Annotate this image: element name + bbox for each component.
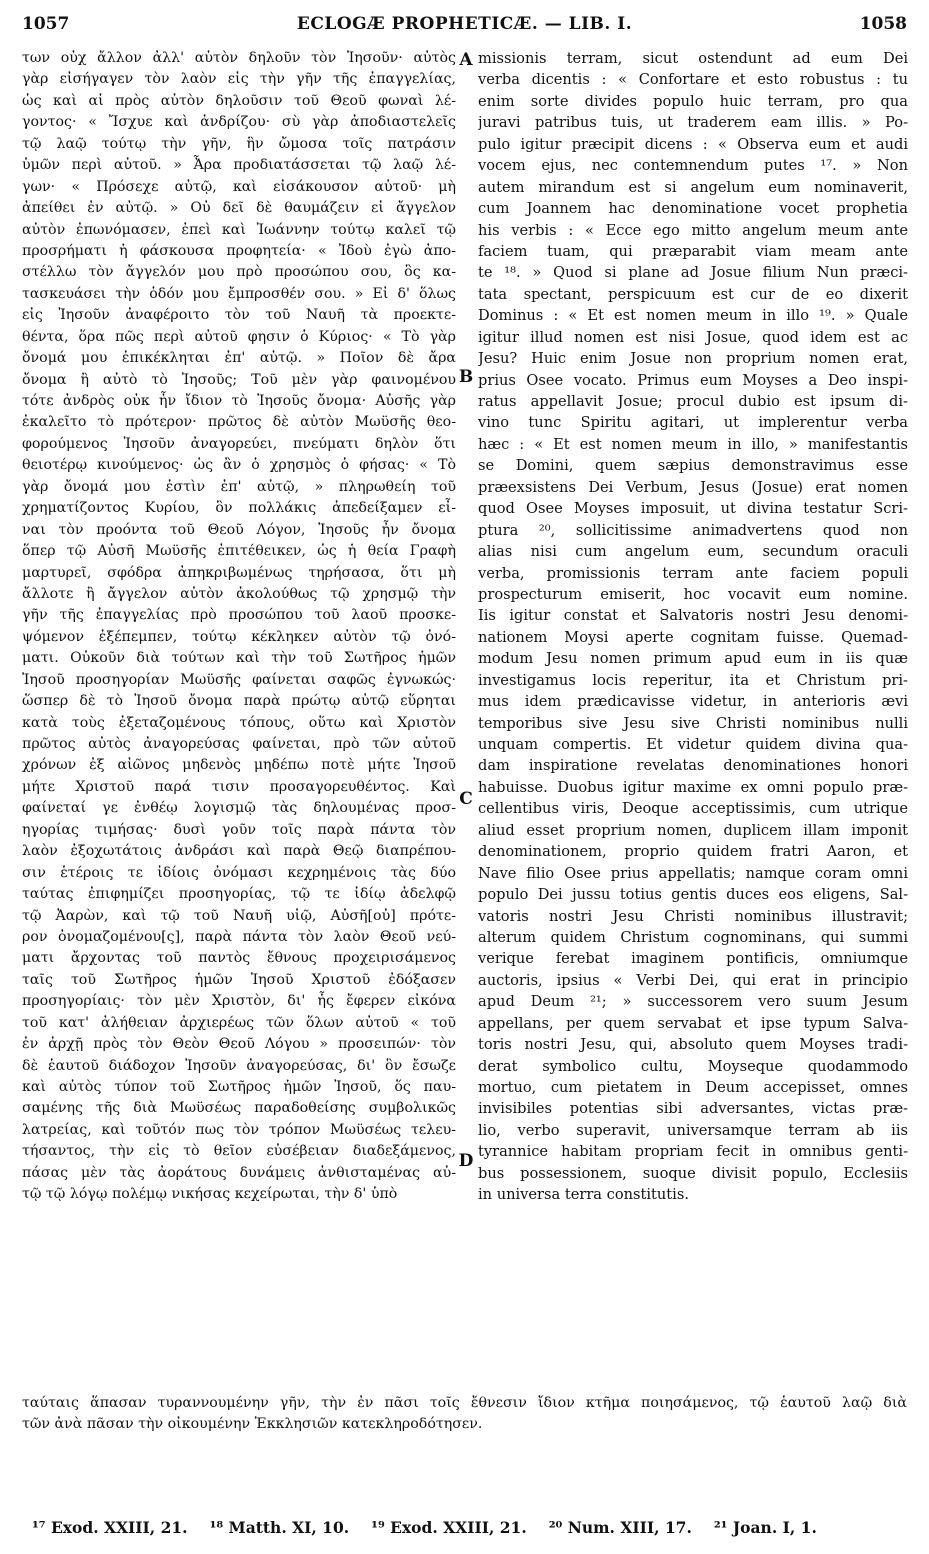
greek-text-line: κατὰ τοὺς ἐξεταζομένους τόπους, οὕτω καὶ Χριστὸν [22,714,456,731]
latin-text-line: apud Deum ²¹; » successorem vero suum Jesum [478,993,908,1011]
greek-text-line: τῷ τῷ λόγῳ πολέμῳ νικήσας κεχείρωται, τὴν δ' ὑπὸ [22,1186,398,1203]
latin-text-line: tyrannice habitam propriam fecit in omnibus genti- [478,1143,908,1161]
latin-text-line: appellans, per quem servabat et ipse typum Salva- [478,1014,908,1032]
greek-text-line: μαρτυρεῖ, σφόδρα ἀπηκριβωμένως τηρήσασα, ὅτι μὴ [22,564,456,581]
greek-text-line: μήτε Χριστοῦ παρά τισιν προσαγορευθέντος. Καὶ [22,778,456,795]
greek-text-line: τῷ Ἀαρὼν, καὶ τῷ τοῦ Ναυῆ υἱῷ, Αὐσῆ[οὐ] πρότε- [22,907,456,924]
latin-text-line: populo Dei jussu totius gentis duces eos eligens, Sal- [478,886,908,904]
greek-text-line: ὄνομα ἢ αὐτὸ τὸ Ἰησοῦς; Τοῦ μὲν γὰρ φαινομένου [22,371,456,388]
latin-text-line: te ¹⁸. » Quod si plane ad Josue filium Nun præci- [478,264,908,282]
latin-text-line: nationem Moysi aperte cognitam fuisse. Quemad- [478,628,908,646]
latin-text-line: ptura ²⁰, sollicitissime animadvertens quod non [478,521,908,539]
greek-text-line: χρόνων ἐξ αἰῶνος μηδενὸς μηδέπω ποτὲ μήτε Ἰησοῦ [22,757,456,774]
greek-text-line: φαίνεταί γε ἐνθέῳ λογισμῷ τὰς δηλουμένας προσ- [22,800,456,817]
greek-text-line: τοῦ κατ' ἀλήθειαν ἀρχιερέως τῶν ὅλων αὐτοῦ « τοῦ [22,1014,456,1031]
latin-text-line: prospecturum emiserit, hoc vocavit eum nomine. [478,585,908,603]
greek-text-line: γῆν τῆς ἐπαγγελίας πρὸ προσώπου τοῦ λαοῦ προσκε- [22,607,456,624]
greek-text-line: λαὸν ἐξοχωτάτοις ἀνδράσι καὶ παρὰ Θεῷ διαπρέπου- [22,843,456,860]
footnote: ¹⁷ Exod. XXIII, 21. [32,1518,188,1537]
greek-text-line: λατρείας, καὶ τοῦτόν πως τὸν τρόπον Μωϋσέως τελευ- [22,1121,456,1138]
latin-text-line: modum Jesu nomen primum apud eum in iis quæ [478,650,908,668]
greek-text-line: ταύτας ἐπιφημίζει προσηγορίας, τῷ τε ἰδίῳ ἀδελφῷ [22,886,456,903]
latin-text-line: pulo igitur præcipit dicens : « Observa eum et audi [478,135,908,153]
latin-text-line: toris nostri Jesu, qui, absoluto quem Moyses tradi- [478,1036,908,1054]
latin-text-line: lio, verbo superavit, universamque terram ab iis [478,1121,908,1139]
margin-letter-a: A [459,50,473,70]
greek-text-line: σιν ἑτέροις τε ἰδίοις ὀνόμασι κεχρημένοις τὰς δύο [22,864,456,881]
latin-text-line: temporibus sive Jesu sive Christi nominibus nulli [478,714,908,732]
running-title: ECLOGÆ PROPHETICÆ. — LIB. I. [296,14,633,34]
greek-text-line: προσρήματι ἡ φάσκουσα προφητεία· « Ἰδοὺ ἐγὼ ἀπο- [22,242,456,259]
latin-text-line: Dominus : « Et est nomen meum in illo ¹⁹. » Quale [478,307,908,325]
latin-text-line: in universa terra constitutis. [478,1186,689,1204]
latin-text-line: enim sorte divides populo huic terram, pro qua [478,92,908,110]
footnote: ¹⁸ Matth. XI, 10. [209,1518,350,1537]
latin-text-line: faciem tuam, qui præparabit viam meam ante [478,242,908,260]
greek-text-line: ἄλλοτε ἢ ἄγγελον αὐτὸν ἀκολούθως τῷ χρησμῷ τὴν [22,585,456,602]
page-number-left: 1057 [22,14,70,34]
latin-text-line: cum Joannem hac denominatione vocet prophetia [478,200,908,218]
latin-text-line: investigamus locis reperitur, ita et Christum pri- [478,671,908,689]
latin-text-line: his verbis : « Ecce ego mitto angelum meum ante [478,221,908,239]
greek-text-line: θειοτέρῳ κινούμενος· ὡς ἂν ὁ χρησμὸς ὁ φήσας· « Τὸ [22,457,456,474]
latin-text-line: hæc : « Et est nomen meum in illo, » manifestantis [478,435,908,453]
greek-text-line: καὶ αὐτὸς τύπον τοῦ Σωτῆρος ἡμῶν Ἰησοῦ, ὅς παυ- [22,1079,456,1095]
greek-text-line: ὅπερ τῷ Αὐσῆ Μωϋσῆς ἐπιτέθεικεν, ὡς ἡ θεία Γραφὴ [22,543,456,560]
greek-text-line: γοντος· « Ἴσχυε καὶ ἀνδρίζου· σὺ γὰρ ἀποδιαστελεῖς [22,114,456,131]
latin-text-line: habuisse. Duobus igitur maxime ex omni populo præ- [478,778,908,796]
footnotes [32,1518,892,1537]
greek-text-line: των οὐχ ἄλλον ἀλλ' αὐτὸν δηλοῦν τὸν Ἰησοῦν· αὐτὸς [22,50,456,66]
greek-text-line: θέντα, ὅρα πῶς περὶ αὐτοῦ φησιν ὁ Κύριος· « Τὸ γὰρ [22,328,456,345]
greek-text-line: ναι τὸν προόντα τοῦ Θεοῦ Λόγον, Ἰησοῦς ἦν ὄνομα [22,521,456,538]
greek-text-line: δὲ ἑαυτοῦ διάδοχον Ἰησοῦν ἀναγορεύσας, δι' ὃν ἔσωζε [22,1057,456,1074]
greek-text-line: πάσας μὲν τὰς ἀοράτους δυνάμεις ἀνθισταμένας αὐ- [22,1164,456,1181]
greek-text-line: τασκευάσει τὴν ὁδόν μου ἔμπροσθέν σου. » Εἰ δ' ὅλως [22,285,456,302]
latin-text-line: autem mirandum est si angelum eum nominaverit, [478,178,908,196]
greek-text-line: γων· « Πρόσεχε αὐτῷ, καὶ εἰσάκουσον αὐτοῦ· μὴ [22,178,456,195]
greek-text-line: στέλλω τὸν ἄγγελόν μου πρὸ προσώπου σου, ὃς κα- [22,264,456,281]
greek-text-line: ὄνομά μου ἐπικέκληται ἐπ' αὐτῷ. » Ποῖον δὲ ἄρα [22,350,456,367]
full-width-text [22,1393,907,1436]
greek-text-line: ὡς καὶ αἱ πρὸς αὐτὸν δηλοῦσιν τοῦ Θεοῦ φωναὶ λέ- [22,92,456,109]
footnote: ²¹ Joan. I, 1. [713,1518,817,1537]
latin-text-line: vino tunc Spiritu agitari, ut implerentur verba [478,414,908,432]
greek-text-line: ρον ὀνομαζομένου[ς], παρὰ πάντα τὸν λαὸν Θεοῦ νεύ- [22,928,456,945]
latin-text-line: ratus appellavit Josue; procul dubio est ipsum di- [478,393,908,410]
latin-text-line: mortuo, cum pietatem in Deum accepisset, omnes [478,1079,908,1096]
latin-text-line: Nave filio Osee prius appellatis; namque coram omni [478,864,908,882]
greek-text-line: ψόμενον ἐξέπεμπεν, τούτῳ κέκληκεν αὐτὸν τῷ ὀνό- [22,628,456,645]
greek-text-line: ηγορίας τιμήσας· δυσὶ γοῦν τοῖς παρὰ πάντα τὸν [22,821,456,838]
greek-text-line: ταῖς τοῦ Σωτῆρος ἡμῶν Ἰησοῦ Χριστοῦ ἐδόξασεν [22,971,456,988]
latin-text-column [478,48,908,1206]
latin-text-line: derat symbolico cultu, Moyseque quodammodo [478,1057,908,1075]
latin-text-line: cellentibus viris, Deoque acceptissimis, cum utrique [478,800,908,818]
latin-text-line: dam inspiratione revelatas denominationes honori [478,757,908,775]
greek-text-line: ἐν ἀρχῇ πρὸς τὸν Θεὸν Θεοῦ Λόγου » προσειπών· τὸν [22,1036,456,1053]
latin-text-line: verique ferebat imaginem pontificis, omniumque [478,950,908,968]
latin-text-line: auctoris, ipsius « Verbi Dei, qui erat in principio [478,971,908,989]
greek-text-column [22,48,456,1206]
greek-text-line: αὐτὸν ἐπωνόμασεν, ἐπεὶ καὶ Ἰωάννην τούτῳ καλεῖ τῷ [22,221,456,238]
latin-text-line: vocem ejus, nec contemnendum putes ¹⁷. » Non [478,157,908,175]
greek-text-line: γὰρ ὄνομά μου ἐστὶν ἐπ' αὐτῷ, » πληρωθείη τοῦ [22,478,456,495]
footnote: ²⁰ Num. XIII, 17. [548,1518,692,1537]
footnote: ¹⁹ Exod. XXIII, 21. [371,1518,527,1537]
latin-text-line: præexsistens Dei Verbum, Jesus (Josue) erat nomen [478,478,908,496]
greek-text-line: πρῶτος αὐτὸς ἀναγορεύσας φαίνεται, πρὸ τῶν αὐτοῦ [22,736,456,752]
margin-letter-b: B [458,367,474,387]
margin-letter-c: C [459,789,473,809]
full-width-line: τῶν ἀνὰ πᾶσαν τὴν οἰκουμένην Ἐκκλησιῶν κατεκληροδότησεν. [22,1416,483,1433]
greek-text-line: γὰρ εἰσήγαγεν τὸν λαὸν εἰς τὴν γῆν τῆς ἐπαγγελίας, [22,71,456,88]
full-width-line: ταύταις ἅπασαν τυραννουμένην γῆν, τὴν ἐν πᾶσι τοῖς ἔθνεσιν ἴδιον κτῆμα ποιησάμενος, τῷ ἑαυτοῦ λαῷ διὰ [22,1395,907,1411]
latin-text-line: mus idem prædicavisse videtur, in anterioris ævi [478,693,908,711]
latin-text-line: se Domini, quem sæpius demonstravimus esse [478,457,908,475]
latin-text-line: alterum quidem Christum cognominans, qui summi [478,928,908,946]
greek-text-line: προσηγορίαις· τὸν μὲν Χριστὸν, δι' ἧς ἔφερεν εἰκόνα [22,993,456,1010]
greek-text-line: ἀπείθει ἐν αὐτῷ. » Οὐ δεῖ δὲ θαυμάζειν εἰ ἄγγελον [22,200,456,217]
latin-text-line: tata spectant, perspicuum est cur de eo dixerit [478,285,908,303]
greek-text-line: σαμένης τῆς διὰ Μωϋσέως παραδοθείσης συμβολικῶς [22,1100,456,1117]
latin-text-line: missionis terram, sicut ostendunt ad eum Dei [478,50,908,67]
latin-text-line: denominationem, proprio quidem fratri Aaron, et [478,843,908,861]
latin-text-line: verba, promissionis terram ante faciem populi [478,564,908,582]
greek-text-line: ματι ἄρχοντας τοῦ παντὸς ἔθνους προχειρισάμενος [22,950,456,967]
latin-text-line: prius Osee vocato. Primus eum Moyses a Deo inspi- [478,371,908,389]
greek-text-line: ὑμῶν περὶ αὐτοῦ. » Ἆρα προδιατάσσεται τῷ λαῷ λέ- [22,157,456,174]
greek-text-line: τῷ λαῷ τούτῳ τὴν γῆν, ἣν ὤμοσα τοῖς πατράσιν [22,135,456,152]
greek-text-line: φορούμενος Ἰησοῦν ἀναγορεύει, πνεύματι δηλὸν ὅτι [22,435,456,452]
latin-text-line: Jesu? Huic enim Josue non proprium nomen erat, [478,350,908,368]
latin-text-line: unquam compertis. Et videtur quidem divina qua- [478,736,908,753]
margin-letter-d: D [458,1151,474,1171]
latin-text-line: alias nisi cum angelum eum, secundum oraculi [478,543,908,561]
latin-text-line: vatoris nostri Jesu Christi nominibus illustravit; [478,907,908,925]
greek-text-line: χρηματίζοντος Κυρίου, ὃν πολλάκις ἀπεδείξαμεν εἶ- [22,500,456,517]
greek-text-line: ὥσπερ δὲ τὸ Ἰησοῦ ὄνομα παρὰ πρώτῳ αὐτῷ εὕρηται [22,693,456,710]
greek-text-line: εἰς Ἰησοῦν ἀναφέροιτο τὸν τοῦ Ναυῆ τὰ προεκτε- [22,307,456,324]
latin-text-line: verba dicentis : « Confortare et esto robustus : tu [478,71,908,89]
latin-text-line: bus possessionem, suoque divisit populo, Ecclesiis [478,1164,908,1182]
greek-text-line: ἐκαλεῖτο τὸ πρότερον· πρῶτος δὲ αὐτὸν Μωϋσῆς θεο- [22,414,456,431]
greek-text-line: τήσαντος, τὴν εἰς τὸ θεῖον εὐσέβειαν διαδεξάμενος, [22,1143,456,1160]
greek-text-line: Ἰησοῦ προσηγορίαν Μωϋσῆς φαίνεται σαφῶς ἐγνωκώς· [22,671,456,688]
greek-text-line: ματι. Οὐκοῦν διὰ τούτων καὶ τὴν τοῦ Σωτῆρος ἡμῶν [22,650,456,667]
latin-text-line: igitur illud nomen est nisi Josue, quod idem est ac [478,328,908,346]
greek-text-line: τότε ἀνδρὸς οὐκ ἦν ἴδιον τὸ Ἰησοῦς ὄνομα· Αὐσῆς γὰρ [22,393,456,409]
latin-text-line: aliud esset proprium nomen, duplicem illam imponit [478,821,908,839]
latin-text-line: Iis igitur constat et Salvatoris nostri Jesu denomi- [478,607,908,625]
running-header [22,14,907,40]
latin-text-line: quod Osee Moyses imposuit, ut divina testatur Scri- [478,500,908,518]
page-number-right: 1058 [859,14,907,34]
latin-text-line: juravi patribus tuis, ut traderem eam illis. » Po- [478,114,908,132]
latin-text-line: invisibiles potentias sibi adversantes, victas præ- [478,1100,908,1118]
